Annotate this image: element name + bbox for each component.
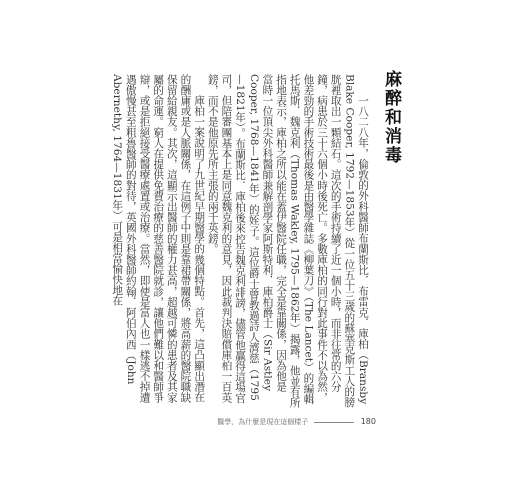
page-footer	[217, 417, 376, 427]
footer-rule	[314, 422, 354, 423]
chapter-title: 麻醉和消毒	[381, 70, 401, 165]
paragraph: 庫柏一案說明了九世紀早期醫學的幾個特點。首先，這凸顯出潛在的酬庸或是人脈關係，在這例子中則是靠裙帶關係，將高薪的醫院職缺保留給親友。其次，這顯示出醫師的權力甚高，超越可憐的患者及其家屬的命運。窮人在提供免費治療的慈善醫院就診，讓他們難以和醫師爭辯，或是拒絕接受醫療處置或治療。當然，即使是富人也一樣逃不掉遭遇傲慢甚至粗魯醫師的對待，英國外科醫師約翰．阿伯內西（John Abernethy, 1764—1831年）可是相當愉快地在	[111, 74, 206, 403]
running-footer-title: 醫學，為什麼是現在這個樣子	[217, 418, 309, 426]
body-text	[111, 74, 369, 408]
paragraph: 一八二八年，倫敦的外科醫師布蘭斯比．布雷克．庫柏（Bransby Blake Cooper, 1792—1853年）從一位五十三歲的蘇塞克斯工人的膀胱裡取出一顆結石。這次的手術持續了近一個小時，而非往常的六分鐘，病患於三十六個小時後死亡。多數庫柏的同行對此事件不以為然，他差勁的手術技術最後是由醫學雜誌《柳葉刀》（The Lancet）的編輯托馬斯．魏克利（Thomas Wakley, 1795—1862年）揭露，他並有所指地表示，庫柏之所以能在蓋伊醫院任職，完全是靠關係，因為他是	[275, 74, 369, 408]
paragraph: 當時一位頂尖外科醫師兼解剖學家阿斯特利．庫柏爵士（Sir Astley Cooper, 1768—1841年）的姪子。這位爵士曾教過詩人濟慈（1795—1821年）。布蘭斯比．庫柏後來控告魏克利誹謗，儘管他贏得這場官司，但陪審團基本上是同意魏克利的意見，因此裁判決賠償庫柏一百英鎊，而不是他原先所主張的兩千英鎊。	[206, 74, 274, 404]
page-number: 180	[360, 417, 376, 426]
